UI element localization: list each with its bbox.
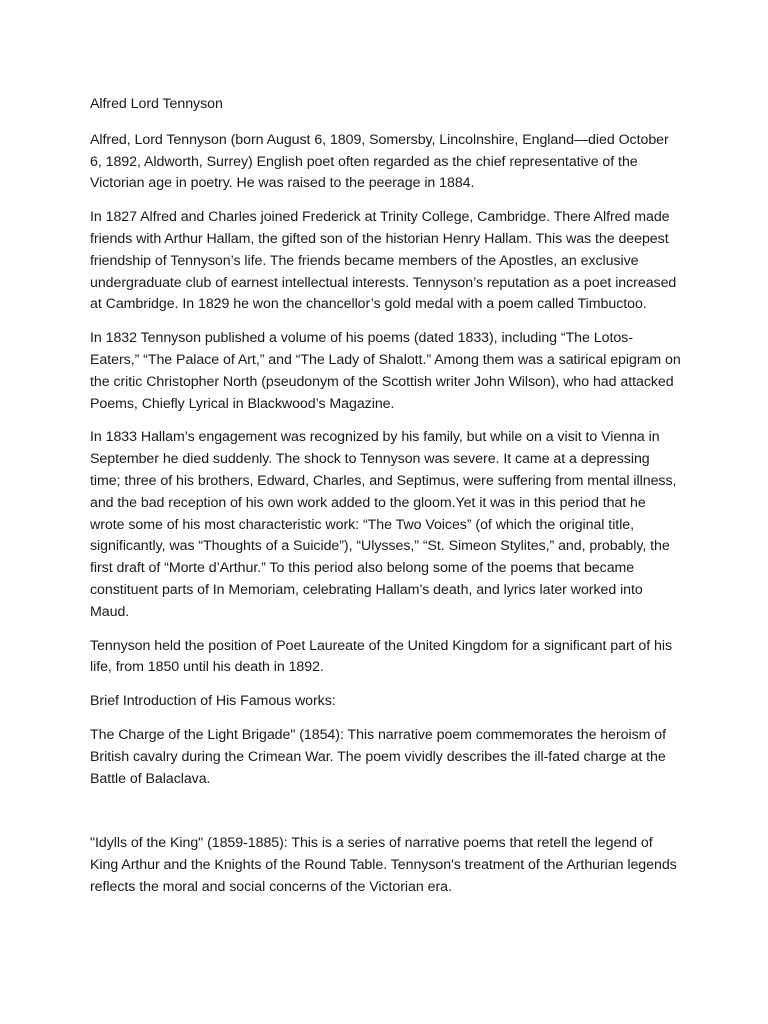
document-body bbox=[90, 94, 682, 911]
paragraph-poet-laureate: Tennyson held the position of Poet Laureate of the United Kingdom for a significant part of his life, from 1850 until his death in 1892. bbox=[90, 637, 673, 676]
section-heading-famous-works: Brief Introduction of His Famous works: bbox=[90, 693, 336, 710]
blank-line bbox=[90, 802, 682, 833]
paragraph-idylls-of-the-king: "Idylls of the King" (1859-1885): This is a series of narrative poems that retell the legend of King Arthur and the Knights of the Round Table. Tennyson's treatment of the Arthurian legends reflects the moral and social concerns of the Victorian era. bbox=[90, 835, 677, 895]
paragraph-charge-light-brigade: The Charge of the Light Brigade" (1854): This narrative poem commemorates the heroism of British cavalry during the Crimean War. The poem vividly describes the ill-fated charge at the Battle of Balaclava. bbox=[90, 726, 667, 787]
document-title: Alfred Lord Tennyson bbox=[90, 96, 223, 112]
paragraph-1832-poems: In 1832 Tennyson published a volume of his poems (dated 1833), including “The Lotos-Eaters,” “The Palace of Art,” and “The Lady of Shalott.” Among them was a satirical epigram on the critic Christopher North (pseudonym of the Scottish writer John Wilson), who had attacked Poems, Chiefly Lyrical in Blackwood’s Magazine. bbox=[90, 330, 681, 412]
paragraph-hallam-death: In 1833 Hallam’s engagement was recognized by his family, but while on a visit to Vienna in September he died suddenly. The shock to Tennyson was severe. It came at a depressing time; three of his brothers, Edward, Charles, and Septimus, were suffering from mental illness, and the bad reception of his own work added to the gloom.Yet it was in this period that he wrote some of his most characteristic work: “The Two Voices” (of which the original title, significantly, was “Thoughts of a Suicide”), “Ulysses,” “St. Simeon Stylites,” and, probably, the first draft of “Morte d’Arthur.” To this period also belong some of the poems that became constituent parts of In Memoriam, celebrating Hallam’s death, and lyrics later worked into Maud. bbox=[90, 429, 677, 620]
paragraph-cambridge: In 1827 Alfred and Charles joined Frederick at Trinity College, Cambridge. There Alfred made friends with Arthur Hallam, the gifted son of the historian Henry Hallam. This was the deepest friendship of Tennyson’s life. The friends became members of the Apostles, an exclusive undergraduate club of earnest intellectual interests. Tennyson’s reputation as a poet increased at Cambridge. In 1829 he won the chancellor’s gold medal with a poem called Timbuctoo. bbox=[90, 209, 677, 313]
paragraph-biography: Alfred, Lord Tennyson (born August 6, 1809, Somersby, Lincolnshire, England—died October 6, 1892, Aldworth, Surrey) English poet often regarded as the chief representative of the Victorian age in poetry. He was raised to the peerage in 1884. bbox=[90, 131, 669, 192]
